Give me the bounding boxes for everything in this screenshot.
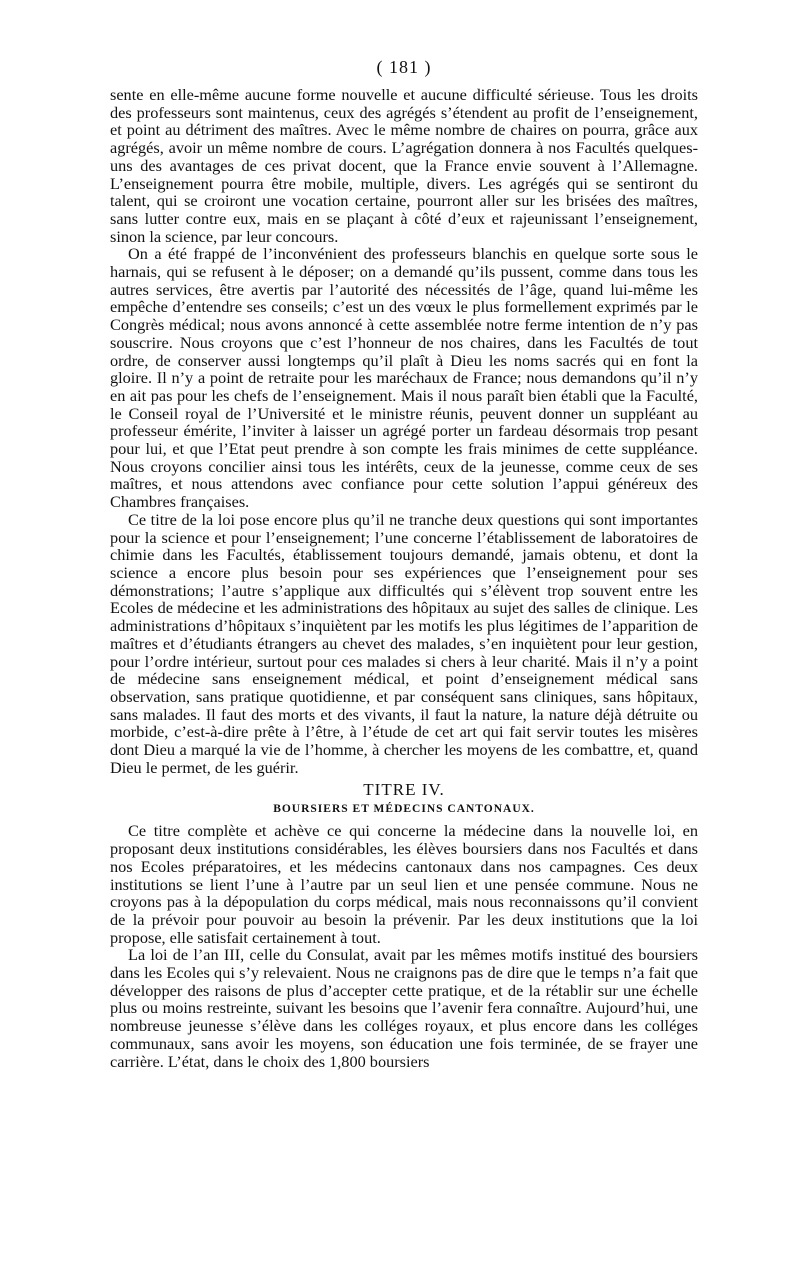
book-page bbox=[110, 56, 698, 1070]
section-subtitle: BOURSIERS ET MÉDECINS CANTONAUX. bbox=[273, 803, 535, 816]
paragraph: Ce titre de la loi pose encore plus qu’il ne tranche deux questions qui sont importantes pour la science et pour l’enseignement; l’une concerne l’établissement de laboratoires de chimie dans les Facultés, établissement toujours demandé, jamais obtenu, et dont la science a encore plus besoin pour ses expériences que l’enseignement pour ses démonstrations; l’autre s’applique aux difficultés qui s’élèvent trop souvent entre les Ecoles de médecine et les administrations des hôpitaux au sujet des salles de clinique. Les administrations d’hôpitaux s’inquiètent par les motifs les plus légitimes de l’apparition de maîtres et d’étudiants étrangers au chevet des malades, s’en inquiètent pour leur gestion, pour l’ordre intérieur, surtout pour ces malades si chers à leur charité. Mais il n’y a point de médecine sans enseignement médical, et point d’enseignement médical sans observation, sans pratique quotidienne, et par conséquent sans cliniques, sans hôpitaux, sans malades. Il faut des morts et des vivants, il faut la nature, la nature déjà détruite ou morbide, c’est-à-dire prête à l’être, à l’étude de cet art qui fait servir toutes les misères dont Dieu a marqué la vie de l’homme, à chercher les moyens de les combattre, et, quand Dieu le permet, de les guérir. bbox=[110, 509, 698, 777]
page-number: ( 181 ) bbox=[376, 57, 432, 77]
paragraph: Ce titre complète et achève ce qui concerne la médecine dans la nouvelle loi, en proposant deux institutions considérables, les élèves boursiers dans nos Facultés et dans nos Ecoles préparatoires, et les médecins cantonaux dans nos campagnes. Ces deux institutions se lient l’une à l’autre par un seul lien et une pensée commune. Nous ne croyons pas à la dépopulation du corps médical, mais nous reconnaissons qu’il convient de la prévoir pour pouvoir au besoin la prévenir. Par les deux institutions que la loi propose, elle satisfait certainement à tout. bbox=[110, 821, 698, 947]
paragraph: sente en elle-même aucune forme nouvelle et aucune difficulté sérieuse. Tous les droits des professeurs sont maintenus, ceux des agrégés s’étendent au profit de l’enseignement, et point au détriment des maîtres. Avec le même nombre de chaires on pourra, grâce aux agrégés, avoir un même nombre de cours. L’agrégation donnera à nos Facultés quelques-uns des avantages de ces privat docent, que la France envie souvent à l’Allemagne. L’enseignement pourra être mobile, multiple, divers. Les agrégés qui se sentiront du talent, qui se croiront une vocation certaine, pourront aller sur les brisées des maîtres, sans lutter contre eux, mais en se plaçant à côté d’eux et rajeunissant l’enseignement, sinon la science, par leur concours. bbox=[110, 85, 698, 246]
section-title: TITRE IV. bbox=[363, 780, 445, 800]
paragraph: La loi de l’an III, celle du Consulat, avait par les mêmes motifs institué des boursiers dans les Ecoles qui s’y relevaient. Nous ne craignons pas de dire que le temps n’a fait que développer des raisons de plus d’accepter cette pratique, et de la rétablir sur une échelle plus ou moins restreinte, suivant les besoins que l’avenir fera connaître. Aujourd’hui, une nombreuse jeunesse s’élève dans les colléges royaux, et plus encore dans les colléges communaux, sans avoir les moyens, son éducation une fois terminée, de se frayer une carrière. L’état, dans le choix des 1,800 boursiers bbox=[110, 945, 698, 1071]
paragraph: On a été frappé de l’inconvénient des professeurs blanchis en quelque sorte sous le harnais, qui se refusent à le déposer; on a demandé qu’ils pussent, comme dans tous les autres services, être avertis par l’autorité des nécessités de l’âge, quand lui-même les empêche d’entendre ses conseils; c’est un des vœux le plus formellement exprimés par le Congrès médical; nous avons annoncé à cette assemblée notre ferme intention de n’y pas souscrire. Nous croyons que c’est l’honneur de nos chaires, dans les Facultés de tout ordre, de conserver aussi longtemps qu’il plaît à Dieu les noms sacrés qui en font la gloire. Il n’y a point de retraite pour les maréchaux de France; nous demandons qu’il n’y en ait pas pour les chefs de l’enseignement. Mais il nous paraît bien établi que la Faculté, le Conseil royal de l’Université et le ministre réunis, peuvent donner un suppléant au professeur émérite, l’inviter à laisser un agrégé porter un fardeau désormais trop pesant pour lui, et que l’Etat peut prendre à son compte les frais minimes de cette suppléance. Nous croyons concilier ainsi tous les intérêts, ceux de la jeunesse, comme ceux de ses maîtres, et nous attendons avec confiance pour cette solution l’appui généreux des Chambres françaises. bbox=[110, 244, 698, 512]
